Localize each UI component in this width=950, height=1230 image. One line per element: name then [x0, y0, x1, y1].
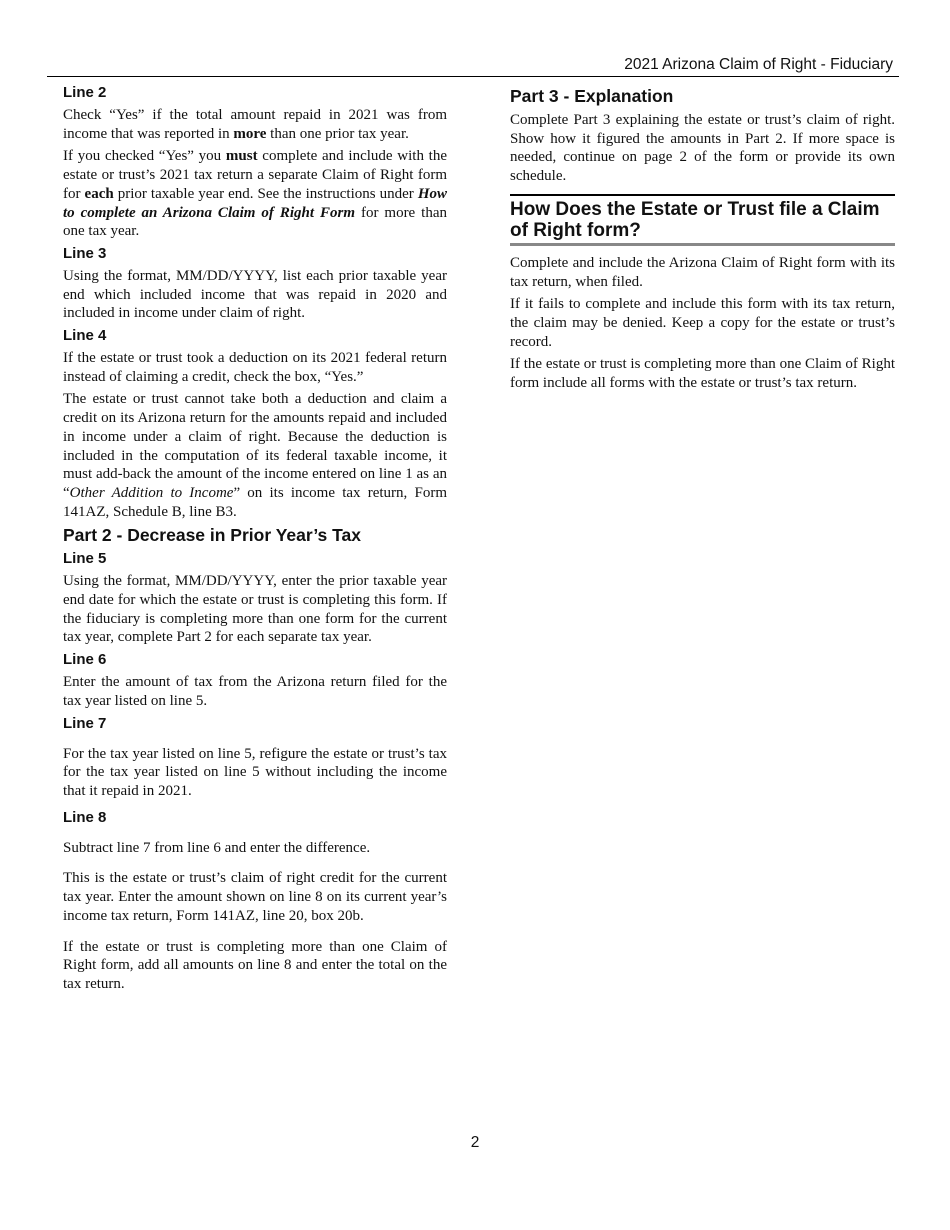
line8-heading: Line 8 — [63, 808, 107, 826]
line5-heading: Line 5 — [63, 550, 107, 568]
line4-heading: Line 4 — [63, 327, 107, 345]
how-to-file-heading: How Does the Estate or Trust file a Claim of Right form? — [510, 194, 895, 246]
part2-heading: Part 2 - Decrease in Prior Year’s Tax — [63, 525, 361, 546]
line8-paragraph-3: If the estate or trust is completing more than one Claim of Right form, add all amounts on line 8 and enter the total on the tax return. — [63, 938, 447, 992]
line2-heading: Line 2 — [63, 84, 107, 101]
line3-heading: Line 3 — [63, 244, 107, 262]
line8-paragraph-1: Subtract line 7 from line 6 and enter the difference. — [63, 839, 371, 856]
part3-heading: Part 3 - Explanation — [510, 86, 674, 106]
line7-heading: Line 7 — [63, 714, 107, 732]
line4-paragraph-1: If the estate or trust took a deduction on its 2021 federal return instead of claiming a credit, check the box, “Yes.” — [63, 350, 447, 385]
line6-paragraph-1: Enter the amount of tax from the Arizona return filed for the tax year listed on line 5. — [63, 674, 447, 709]
page-header-title: 2021 Arizona Claim of Right - Fiduciary — [624, 56, 893, 73]
line5-paragraph-1: Using the format, MM/DD/YYYY, enter the prior taxable year end date for which the estate or trust is completing this form. If the fiduciary is completing more than one form for the current tax year, complete Part 2 for each separate tax year. — [63, 573, 447, 646]
part3-paragraph-1: Complete Part 3 explaining the estate or trust’s claim of right. Show how it figured the amounts in Part 2. If more space is needed, continue on page 2 of the form or provide its own schedule. — [510, 112, 895, 185]
left-column — [63, 84, 447, 994]
line7-paragraph-1: For the tax year listed on line 5, refigure the estate or trust’s tax for the tax year listed on line 5 without including the income that it repaid in 2021. — [63, 745, 447, 799]
right-column — [510, 86, 895, 393]
line6-heading: Line 6 — [63, 651, 107, 669]
line8-paragraph-2: This is the estate or trust’s claim of right credit for the current tax year. Enter the amount shown on line 8 on its current year’s income tax return, Form 141AZ, line 20, box 20b. — [63, 870, 447, 924]
line2-paragraph-1: Check “Yes” if the total amount repaid in 2021 was from income that was reported in more than one prior tax year. — [63, 107, 447, 142]
how-to-file-paragraph-3: If the estate or trust is completing more than one Claim of Right form include all forms with the estate or trust’s tax return. — [510, 356, 895, 392]
line2-paragraph-2: If you checked “Yes” you must complete and include with the estate or trust’s 2021 tax return a separate Claim of Right form for each prior taxable year end. See the instructions under How to complete an Arizona Claim of Right Form for more than one tax year. — [63, 148, 447, 240]
how-to-file-paragraph-1: Complete and include the Arizona Claim of Right form with its tax return, when filed. — [510, 254, 895, 290]
header-rule — [47, 76, 899, 77]
line4-paragraph-2: The estate or trust cannot take both a deduction and claim a credit on its Arizona return for the amounts repaid and included in income under a claim of right. Because the deduction is included in the computation of its federal taxable income, it must add-back the amount of the income entered on line 1 as an “Other Addition to Income” on its income tax return, Form 141AZ, Schedule B, line B3. — [63, 391, 447, 520]
page-number: 2 — [470, 1134, 480, 1151]
line3-paragraph-1: Using the format, MM/DD/YYYY, list each prior taxable year end which included income that was repaid in 2020 and included in income under claim of right. — [63, 267, 447, 322]
how-to-file-paragraph-2: If it fails to complete and include this form with its tax return, the claim may be denied. Keep a copy for the estate or trust’s record. — [510, 296, 895, 350]
